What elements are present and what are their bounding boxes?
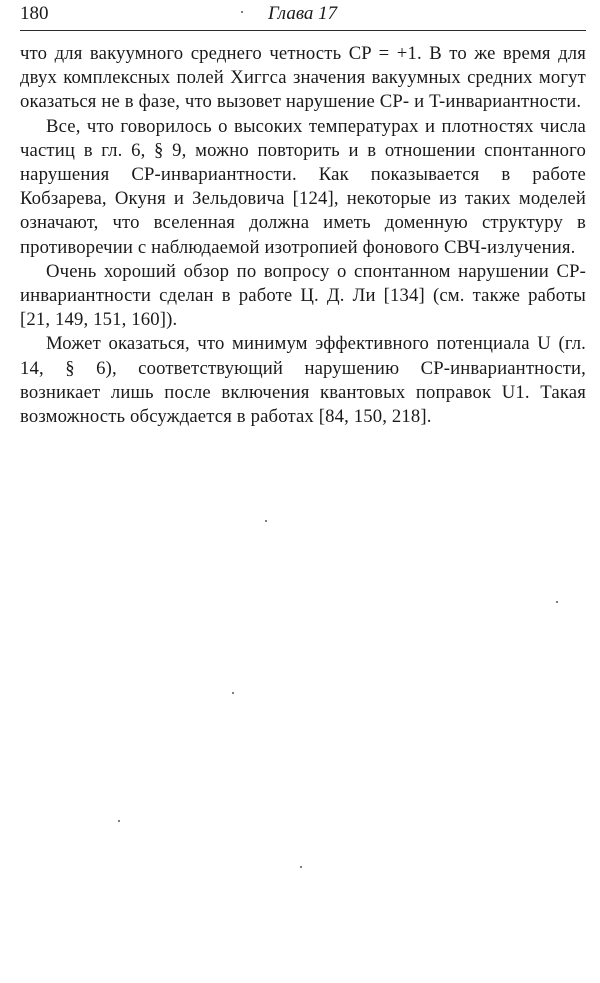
body-text (20, 42, 586, 429)
page-number: 180 (20, 3, 49, 24)
scan-speck (241, 11, 243, 13)
scan-speck (232, 692, 234, 694)
paragraph-effective-potential: Может оказаться, что минимум эффективного потенциала U (гл. 14, § 6), соответствующий нарушению CP-инвариантности, возникает лишь после включения квантовых поправок U1. Такая возможность обсуждается в работах [84, 150, 218]. (20, 333, 586, 428)
scan-speck (265, 520, 267, 522)
paragraph-temperatures: Все, что говорилось о высоких температурах и плотностях числа частиц в гл. 6, § 9, можно повторить и в отношении спонтанного нарушения CP-инвариантности. Как показывается в работе Кобзарева, Окуня и Зельдовича [124], некоторые из таких моделей означают, что вселенная должна иметь доменную структуру в противоречии с наблюдаемой изотропией фонового СВЧ-излучения. (20, 115, 586, 258)
book-page (20, 0, 586, 429)
scan-speck (118, 820, 120, 822)
running-head (20, 0, 586, 31)
scan-speck (556, 601, 558, 603)
chapter-title: Глава 17 (268, 3, 338, 24)
paragraph-review: Очень хороший обзор по вопросу о спонтанном нарушении CP-инвариантности сделан в работе Ц. Д. Ли [134] (см. также работы [21, 149, 151, 160]). (20, 260, 586, 331)
paragraph-continuation: что для вакуумного среднего четность CP = +1. В то же время для двух комплексных полей Хиггса значения вакуумных средних могут оказаться не в фазе, что вызовет нарушение CP- и T-инвариантности. (20, 43, 586, 113)
scan-speck (300, 866, 302, 868)
